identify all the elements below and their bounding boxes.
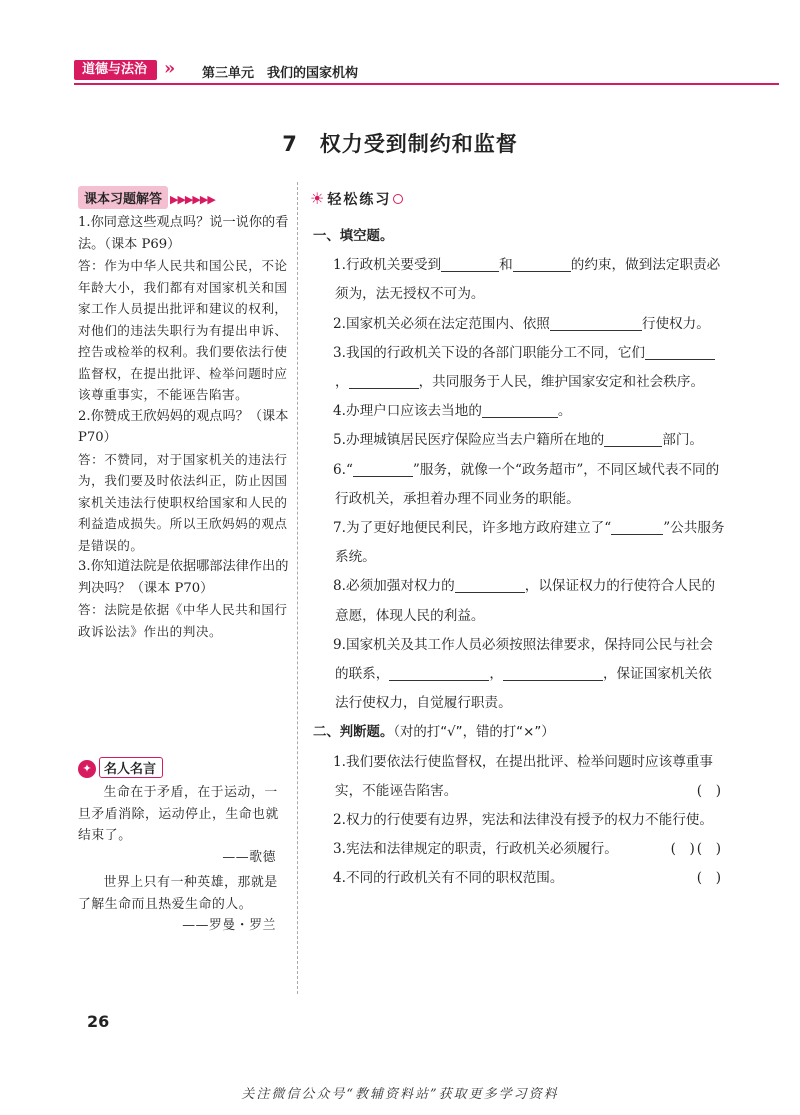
answer-2: 答：不赞同，对于国家机关的违法行为，我们要及时依法纠正，防止因国家机关违法行使职权给国家和人民的利益造成损失。所以王欣妈妈的观点是错误的。 xyxy=(78,451,288,553)
answer-blank[interactable] xyxy=(482,404,558,419)
answer-blank[interactable] xyxy=(441,258,499,273)
fill-item-4: 4.办理户口应该去当地的 。 xyxy=(333,403,572,420)
fill-item-9: 9.国家机关及其工作人员必须按照法律要求，保持同公民与社会的联系， ， ，保证国家机关依法行使权力，自觉履行职责。 xyxy=(333,636,713,712)
header-rule xyxy=(74,83,779,85)
quote-text: 世界上只有一种英雄，那就是了解生命而且热爱生命的人。 xyxy=(78,875,278,912)
answer-parenthesis[interactable]: ( ) xyxy=(696,782,721,799)
double-chevron-icon: » xyxy=(164,58,176,79)
quote-author: ——歌德 xyxy=(222,849,276,865)
answer-blank[interactable] xyxy=(513,258,571,273)
page-number: 26 xyxy=(87,1012,110,1031)
answer-1: 答：作为中华人民共和国公民，不论年龄大小，我们都有对国家机关和国家工作人员提出批评和建议的权利，对他们的违法失职行为有提出申诉、控告或检举的权利。我们要依法行使监督权，在提出批评、检举问题时应该尊重事实，不能诬告陷害。 xyxy=(78,258,288,402)
textbook-answers xyxy=(78,212,290,642)
sun-icon: ☀ xyxy=(310,189,325,208)
question-3: 3.你知道法院是依据哪部法律作出的判决吗？（课本 P70） xyxy=(78,559,289,596)
fill-item-6: 6.“ ”服务，就像一个“政务超市”，不同区域代表不同的行政机关，承担着办理不同业务的职能。 xyxy=(333,461,720,507)
fill-section-title: 一、填空题。 xyxy=(313,229,394,244)
fill-item-2: 2.国家机关必须在法定范围内、依照 行使权力。 xyxy=(333,315,710,332)
column-divider xyxy=(297,182,298,994)
answer-blank[interactable] xyxy=(349,374,419,389)
famous-quotes xyxy=(78,782,282,941)
page-header xyxy=(74,58,774,84)
answer-blank[interactable] xyxy=(671,345,715,360)
judge-item-2: 2.权力的行使要有边界，宪法和法律没有授予的权力不能行使。 ( ) xyxy=(313,806,725,835)
question-1: 1.你同意这些观点吗？说一说你的看法。（课本 P69） xyxy=(78,215,289,252)
fill-item-1: 1.行政机关要受到 和 的约束，做到法定职责必须为，法无授权不可为。 xyxy=(333,257,721,303)
answer-blank[interactable] xyxy=(455,579,525,594)
circle-icon xyxy=(393,194,403,204)
footer-note: 关注微信公众号“教辅资料站”获取更多学习资料 xyxy=(241,1087,559,1102)
judge-item-4: 4.不同的行政机关有不同的职权范围。 ( ) xyxy=(313,864,725,893)
judge-item-1: 1.我们要依法行使监督权，在提出批评、检举问题时应该尊重事实，不能诬告陷害。 ( ) xyxy=(313,748,725,806)
answer-parenthesis[interactable]: ( ) xyxy=(696,870,721,887)
quote-text: 生命在于矛盾，在于运动，一旦矛盾消除，运动停止，生命也就结束了。 xyxy=(78,785,279,843)
fill-item-3: 3.我国的行政机关下设的各部门职能分工不同，它们， ，共同服务于人民，维护国家安定和社会秩序。 xyxy=(313,339,725,397)
answer-blank[interactable] xyxy=(645,345,671,360)
fill-item-8: 8.必须加强对权力的 ，以保证权力的行使符合人民的意愿，体现人民的利益。 xyxy=(333,578,716,624)
answer-parenthesis[interactable]: ( ) xyxy=(670,841,695,858)
quotes-label: 名人名言 xyxy=(99,757,163,778)
answer-blank[interactable] xyxy=(611,520,663,535)
quotes-header xyxy=(78,757,290,778)
judge-item-3: 3.宪法和法律规定的职责，行政机关必须履行。 ( ) xyxy=(313,835,725,864)
practice-exercises xyxy=(313,222,725,894)
fill-item-7: 7.为了更好地便民利民，许多地方政府建立了“ ”公共服务系统。 xyxy=(333,520,725,566)
subject-badge: 道德与法治 xyxy=(74,60,157,80)
unit-title: 第三单元 我们的国家机构 xyxy=(202,66,359,81)
answer-blank[interactable] xyxy=(604,433,662,448)
textbook-answers-label: 课本习题解答 xyxy=(78,186,168,209)
practice-label: 轻松练习 xyxy=(327,192,392,208)
answer-blank[interactable] xyxy=(389,666,489,681)
lesson-title: 7 权力受到制约和监督 xyxy=(282,132,518,156)
answer-3: 答：法院是依据《中华人民共和国行政诉讼法》作出的判决。 xyxy=(78,602,288,639)
practice-header xyxy=(310,189,403,209)
fill-item-5: 5.办理城镇居民医疗保险应当去户籍所在地的 部门。 xyxy=(333,432,704,449)
quote-author: ——罗曼・罗兰 xyxy=(182,918,276,933)
answer-parenthesis[interactable]: ( ) xyxy=(696,841,721,858)
textbook-answers-header xyxy=(78,186,290,208)
question-2: 2.你赞成王欣妈妈的观点吗？（课本 P70） xyxy=(78,408,289,445)
judge-section-title: 二、判断题。（对的打“√”，错的打“×”） xyxy=(313,725,555,741)
answer-blank[interactable] xyxy=(353,462,413,477)
judge-instruction: （对的打“√”，错的打“×”） xyxy=(393,725,555,741)
book-icon: ✦ xyxy=(78,760,96,778)
answer-blank[interactable] xyxy=(550,316,642,331)
answer-blank[interactable] xyxy=(503,666,603,681)
triangle-arrows-icon: ▶▶▶▶▶▶ xyxy=(170,193,215,206)
